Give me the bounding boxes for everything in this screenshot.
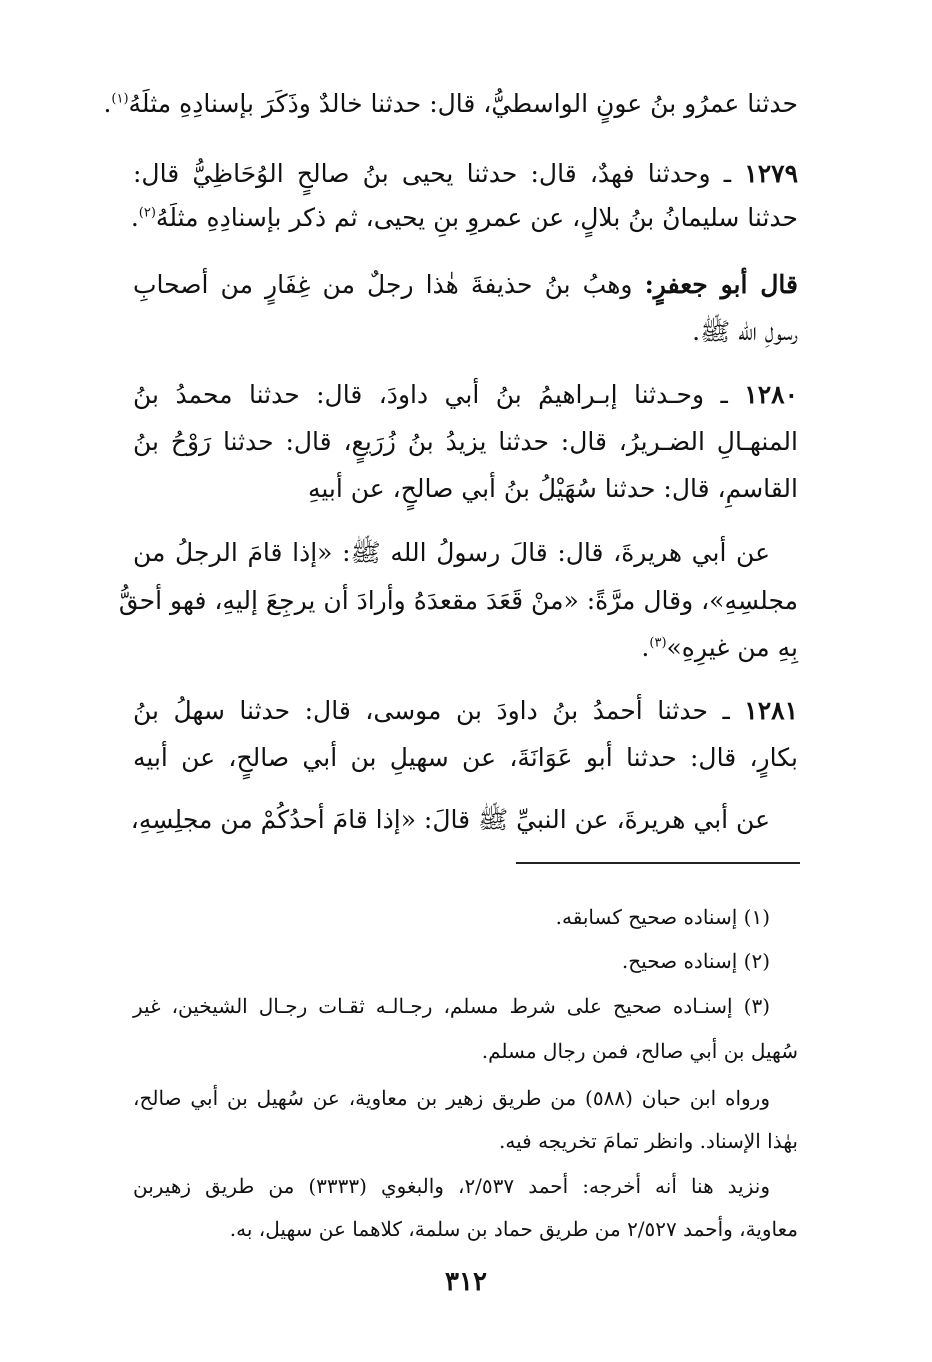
line-text: مجلسِهِ»، وقال مرَّةً: «منْ قَعَدَ مقعدَهُ وأرادَ أن يرجِعَ إليهِ، فهو أحقُّ: [118, 586, 798, 615]
footnote-text: (١) إسناده صحيح كسابقه.: [555, 905, 770, 929]
text-line: [133, 688, 798, 734]
text-line: [133, 625, 798, 671]
footnote: [133, 1078, 798, 1118]
line-text: القاسمِ، قال: حدثنا سُهَيْلُ بنُ أبي صالحٍ، عن أبيهِ: [307, 474, 798, 503]
text-line: [118, 578, 798, 624]
line-text: بِهِ من غيرِهِ»: [666, 633, 798, 662]
text-line: [133, 309, 798, 355]
text-line: [130, 195, 798, 241]
footnote-ref: (١): [111, 91, 129, 107]
line-text: حدثنا عمرُو بنُ عونٍ الواسطيُّ، قال: حدثنا خالدٌ وذَكَرَ بإسنادِهِ مثلَهُ: [128, 89, 798, 118]
footnote-text: معاوية، وأحمد ٢/٥٢٧ من طريق حماد بن سلمة، كلاهما عن سهيل، به.: [229, 1217, 798, 1241]
footnote-ref: (٣): [649, 635, 667, 651]
speaker-label: قال أبو جعفرٍ:: [644, 270, 798, 299]
text-line: [133, 735, 798, 781]
text-line: [133, 372, 798, 418]
text-line: [133, 262, 798, 308]
line-text: بكارٍ، قال: حدثنا أبو عَوَانَةَ، عن سهيلِ بن أبي صالحٍ، عن أبيه: [133, 743, 798, 772]
footnote-separator: [516, 862, 800, 864]
hadith-number: ١٢٨١: [744, 696, 798, 725]
text-line: [133, 419, 798, 465]
line-text: عن أبي هريرةَ، قال: قالَ رسولُ الله ﷺ: «إذا قامَ الرجلُ من: [133, 538, 770, 567]
footnote: [133, 1031, 798, 1071]
line-text: ـ حدثنا أحمدُ بنُ داودَ بن موسى، قال: حدثنا سهلُ بنُ: [133, 696, 745, 725]
line-text: رسولِ الله ﷺ.: [692, 317, 798, 346]
page-number: ٣١٢: [445, 1267, 487, 1297]
footnote-text: ونزيد هنا أنه أخرجه: أحمد ٢/٥٣٧، والبغوي (٣٣٣٣) من طريق زهيربن: [133, 1174, 770, 1198]
footnote: [133, 1209, 798, 1249]
footnote: [133, 1121, 798, 1161]
line-text: وهبُ بنُ حذيفةَ هٰذا رجلٌ من غِفَارٍ من أصحابِ: [133, 270, 645, 299]
footnote-ref: (٢): [138, 205, 156, 221]
text-line: [133, 466, 798, 512]
footnote-text: (٣) إسنـاده صحيح على شرط مسلم، رجـالـه ثقـات رجـال الشيخين، غير: [133, 994, 770, 1018]
line-text: حدثنا سليمانُ بنُ بلالٍ، عن عمروِ بنِ يحيى، ثم ذكر بإسنادِهِ مثلَهُ: [155, 203, 798, 232]
hadith-number: ١٢٨٠: [744, 380, 798, 409]
footnote: [133, 1166, 798, 1206]
footnote-text: سُهيل بن أبي صالح، فمن رجال مسلم.: [481, 1039, 798, 1063]
line-text: ـ وحدثنا فهدٌ، قال: حدثنا يحيى بنُ صالحٍ الوُحَاظِيُّ قال:: [133, 159, 745, 188]
line-text: المنهـالِ الضـريرُ، قال: حدثنا يزيدُ بنُ زُرَيعٍ، قال: حدثنا رَوْحُ بنُ: [133, 427, 798, 456]
footnote: [133, 986, 798, 1026]
line-text: عن أبي هريرةَ، عن النبيِّ ﷺ قالَ: «إذا قامَ أحدُكُمْ من مجلِسِهِ،: [130, 805, 770, 834]
footnote: [133, 941, 798, 981]
line-text: ـ وحـدثنا إبـراهيمُ بنُ أبي داودَ، قال: حدثنا محمدُ بنُ: [133, 380, 745, 409]
text-line: [130, 797, 798, 843]
text-line: [133, 530, 798, 576]
text-line: [133, 151, 798, 197]
footnote-text: بهٰذا الإسناد. وانظر تمامَ تخريجه فيه.: [499, 1129, 798, 1153]
hadith-number: ١٢٧٩: [744, 159, 798, 188]
footnote-text: ورواه ابن حبان (٥٨٨) من طريق زهير بن معاوية، عن سُهيل بن أبي صالح،: [133, 1086, 770, 1110]
line-end: .: [641, 633, 650, 662]
line-end: .: [130, 203, 139, 232]
footnote: [133, 897, 798, 937]
footnote-text: (٢) إسناده صحيح.: [621, 949, 770, 973]
line-end: .: [103, 89, 112, 118]
text-line: [103, 81, 798, 127]
